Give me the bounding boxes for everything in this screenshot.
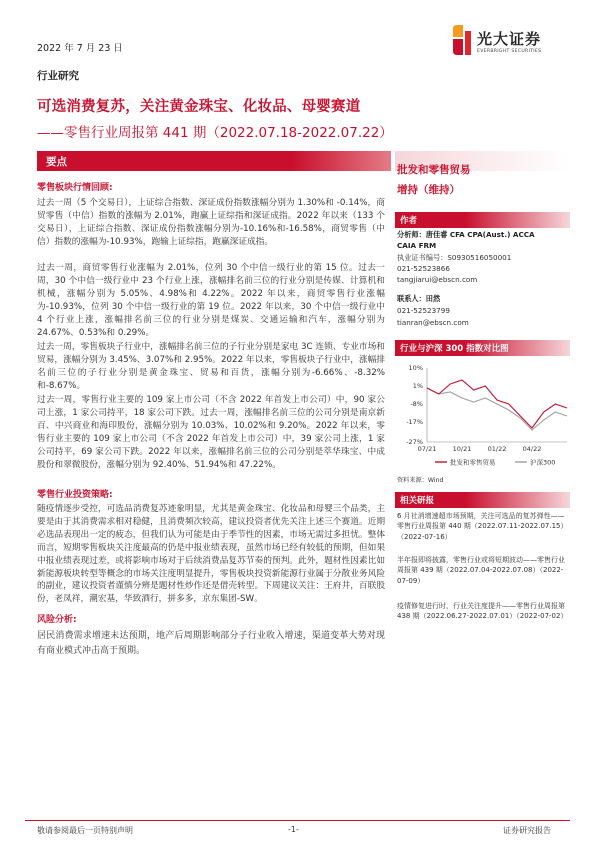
y-tick-label: -27% (406, 438, 423, 446)
logo-text-cn: 光大证券 (477, 30, 542, 48)
risk-section-title: 风险分析: (37, 615, 77, 625)
analyst-line-1: 分析师：唐佳睿 CFA CPA(Aust.) ACCA (397, 230, 535, 239)
analyst-phone: 021-52523866 (397, 264, 450, 273)
review-section-title: 零售板块行情回顾: (37, 183, 113, 193)
y-tick-label: 10% (408, 364, 423, 372)
industry-name: 批发和零售贸易 (397, 164, 471, 176)
review-paragraph-2: 过去一周，商贸零售行业涨幅为 2.01%，位列 30 个中信一级行业的第 15 位。过去一周，30 个中信一级行业中 23 个行业上涨，涨幅排名前三位的行业分别是传媒、计算机和机械，涨幅分别为 5.05%、4.98%和 4.22%。2022 年以来，商贸零售行业涨幅为-10.93%，位列 30 个中信一级行业的第 19 位。2022 年以来，30 个中信一级行业中 4 个行业上涨，涨幅排名前三位的行业分别是煤炭、交通运输和汽车，涨幅分别为 24.67%、0.53%和 0.29%。 (37, 263, 385, 338)
industry-vs-index-chart (395, 356, 573, 474)
page-number: -1- (288, 825, 299, 834)
series-line (427, 388, 567, 430)
author-header-bar (395, 212, 570, 228)
summary-header: 要点 (46, 156, 67, 168)
related-report-3[interactable]: 疫情修复进行时，行业关注度提升——零售行业周报第 438 期（2022.06.27-2022.07.01）（2022-07-02） (397, 602, 568, 621)
license-number: 执业证书编号：S0930516050001 (397, 253, 512, 262)
logo-text-en: EVERBRIGHT SECURITIES (477, 49, 542, 54)
analyst-line-2: CAIA FRM (397, 241, 437, 250)
chart-source: 资料来源：Wind (397, 477, 444, 484)
related-report-2[interactable]: 半年报即将披露，零售行业或将短期波动——零售行业周报第 439 期（2022.07.04-2022.07.08）（2022-07-09） (397, 556, 565, 585)
y-tick-label: 1% (412, 382, 423, 390)
review-paragraph-3: 过去一周，零售板块子行业中，涨幅排名前三位的子行业分别是家电 3C 连锁、专业市场和贸易，涨幅分别为 3.45%、3.07%和 2.95%。2022 年以来，零售板块子行业中，涨幅排名前三位的子行业分别是黄金珠宝、贸易和百货，涨幅分别为-6.66%、-8.32%和-8.67%。 (37, 342, 385, 391)
footer-disclaimer[interactable]: 敬请参阅最后一页特别声明 (37, 826, 133, 835)
contact-phone: 021-52523799 (397, 306, 450, 315)
review-paragraph-1: 过去一周（5 个交易日），上证综合指数、深证成份指数涨幅分别为 1.30%和 -0.14%，商贸零售（中信）指数的涨幅为 2.01%，跑赢上证综指和深证成指。2022 年以来（133 个交易日），上证综合指数、深证成份指数涨幅分别为-10.16%和-16.58%，商贸零售（中信）指数的涨幅为-10.93%，跑输上证综指，跑赢深证成指。 (37, 198, 385, 247)
footer-divider (25, 820, 570, 821)
contact-email[interactable]: tianran@ebscn.com (397, 318, 469, 327)
chart-header-bar (395, 340, 570, 356)
company-logo (453, 25, 565, 61)
risk-paragraph: 居民消费需求增速未达预期，地产后周期影响部分子行业收入增速，渠道变革大势对现有商业模式冲击高于预期。 (37, 631, 385, 656)
x-tick-label: 07/21 (417, 445, 437, 453)
related-report-1[interactable]: 6 月社消增速超市场预期，关注可选品的复苏弹性——零售行业周报第 440 期（2022.07.11-2022.07.15）（2022-07-16） (397, 512, 565, 541)
x-tick-label: 04/22 (522, 445, 542, 453)
logo-mark-icon (453, 25, 471, 55)
strategy-paragraph: 随疫情逐步受控，可选品消费复苏迹象明显，尤其是黄金珠宝、化妆品和母婴三个品类，主要是由于其消费需求相对稳健，且消费频次较高，建议投资者优先关注上述三个赛道。近期必选品表现出一定的疲态，但我们认为可能是由于季节性的因素，市场无需过多担忧。整体而言，短期零售板块关注度最高的仍是中报业绩表现，虽然市场已经有较低的预期，但如果中报业绩表现过差，或将影响市场对于后续消费品复苏节奏的预判。此外，题材性因素比如新能源板块转型等概念的市场关注度明显提升，零售板块投资新能源行业属于分散业务风险的副业，建议投资者谨慎分辨是题材性炒作还是借壳转型。下周建议关注：王府井，百联股份，老凤祥，潮宏基，华致酒行，拼多多，京东集团-SW。 (37, 504, 385, 605)
footer-report-type: 证券研究报告 (503, 826, 551, 835)
y-tick-label: -8% (410, 400, 423, 408)
chart-header: 行业与沪深 300 指数对比图 (400, 344, 509, 354)
industry-rating: 增持（维持） (397, 184, 460, 196)
report-subtitle: ——零售行业周报第 441 期（2022.07.18-2022.07.22） (37, 125, 393, 141)
review-paragraph-4: 过去一周，零售行业主要的 109 家上市公司（不含 2022 年首发上市公司）中，90 家公司上涨，1 家公司持平，18 家公司下跌。过去一周，涨幅排名前三位的公司分别是南京新百、中兴商业和海印股份，涨幅分别为 10.03%、10.02%和 9.20%。2022 年以来，零售行业主要的 109 家上市公司（不含 2022 年首发上市公司）中，39 家公司上涨，1 家公司持平，69 家公司下跌。2022 年以来，涨幅排名前三位的公司分别是萃华珠宝、中成股份和翠微股份，涨幅分别为 92.40%、51.94%和 47.22%。 (37, 395, 385, 470)
x-tick-label: 01/22 (487, 445, 507, 453)
related-header-bar (395, 492, 570, 508)
y-tick-label: -17% (406, 418, 423, 426)
author-header: 作者 (400, 216, 418, 226)
report-title: 可选消费复苏，关注黄金珠宝、化妆品、母婴赛道 (37, 99, 361, 115)
legend-label: 批发和零售贸易 (450, 458, 496, 467)
strategy-section-title: 零售行业投资策略: (37, 490, 113, 500)
report-date: 2022 年 7 月 23 日 (37, 43, 123, 54)
contact-person: 联系人：田然 (397, 294, 441, 303)
legend-label: 沪深300 (530, 458, 556, 467)
x-tick-label: 10/21 (452, 445, 472, 453)
related-header: 相关研报 (400, 496, 435, 506)
report-category: 行业研究 (37, 70, 79, 82)
analyst-email[interactable]: tangjiarui@ebscn.com (397, 275, 478, 284)
summary-header-bar (37, 151, 391, 171)
